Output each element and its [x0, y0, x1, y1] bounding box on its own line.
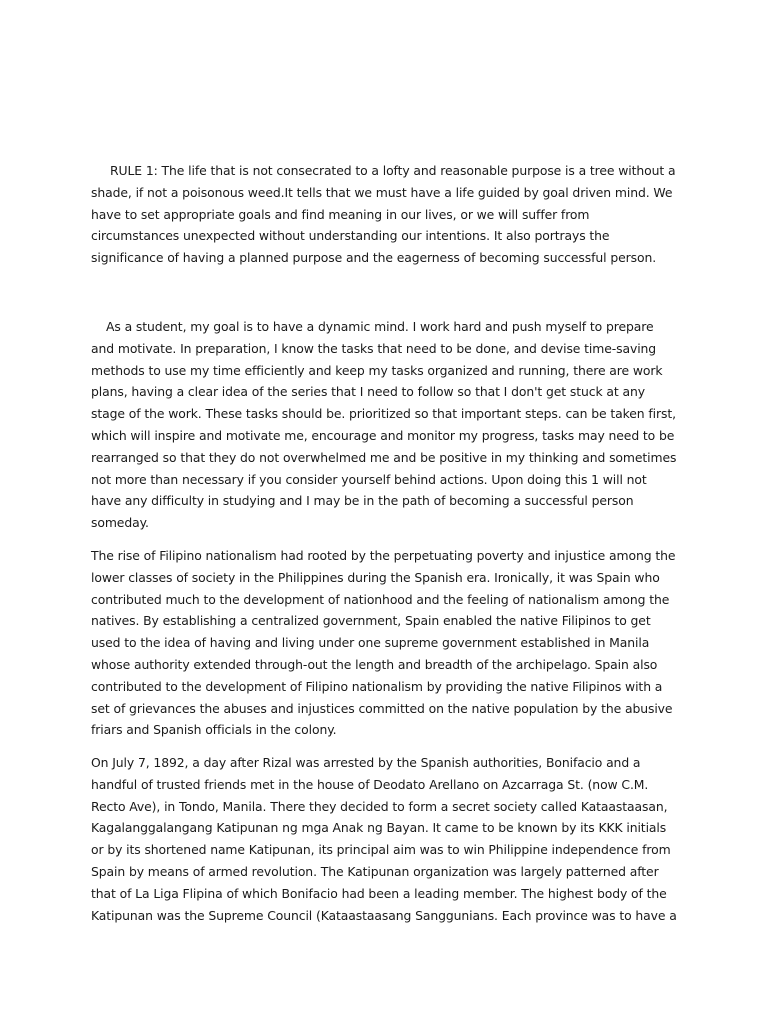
paragraph-rule-1: RULE 1: The life that is not consecrated to a lofty and reasonable purpose is a tree without a shade, if not a poisonous weed.It tells that we must have a life guided by goal driven mind. We have to set appropriate goals and find meaning in our lives, or we will suffer from circumstances unexpected without understanding our intentions. It also portrays the significance of having a planned purpose and the eagerness of becoming successful person.	[91, 163, 676, 266]
paragraph-katipunan: On July 7, 1892, a day after Rizal was arrested by the Spanish authorities, Bonifacio and a handful of trusted friends met in the house of Deodato Arellano on Azcarraga St. (now C.M. Recto Ave), in Tondo, Manila. There they decided to form a secret society called Kataastaasan, Kagalanggalangang Katipunan ng mga Anak ng Bayan. It came to be known by its KKK initials or by its shortened name Katipunan, its principal aim was to win Philippine independence from Spain by means of armed revolution. The Katipunan organization was largely patterned after that of La Liga Flipina of which Bonifacio had been a leading member. The highest body of the Katipunan was the Supreme Council (Kataastaasang Sanggunians. Each province was to have a	[91, 755, 677, 923]
paragraph-student-goal: As a student, my goal is to have a dynamic mind. I work hard and push myself to prepare and motivate. In preparation, I know the tasks that need to be done, and devise time-saving methods to use my time efficiently and keep my tasks organized and running, there are work plans, having a clear idea of the series that I need to follow so that I don't get stuck at any stage of the work. These tasks should be. prioritized so that important steps. can be taken first, which will inspire and motivate me, encourage and monitor my progress, tasks may need to be rearranged so that they do not overwhelmed me and be positive in my thinking and sometimes not more than necessary if you consider yourself behind actions. Upon doing this 1 will not have any difficulty in studying and I may be in the path of becoming a successful person someday.	[91, 319, 677, 531]
paragraph-filipino-nationalism: The rise of Filipino nationalism had rooted by the perpetuating poverty and injustice among the lower classes of society in the Philippines during the Spanish era. Ironically, it was Spain who contributed much to the development of nationhood and the feeling of nationalism among the natives. By establishing a centralized government, Spain enabled the native Filipinos to get used to the idea of having and living under one supreme government established in Manila whose authority extended through-out the length and breadth of the archipelago. Spain also contributed to the development of Filipino nationalism by providing the native Filipinos with a set of grievances the abuses and injustices committed on the native population by the abusive friars and Spanish officials in the colony.	[91, 548, 676, 738]
